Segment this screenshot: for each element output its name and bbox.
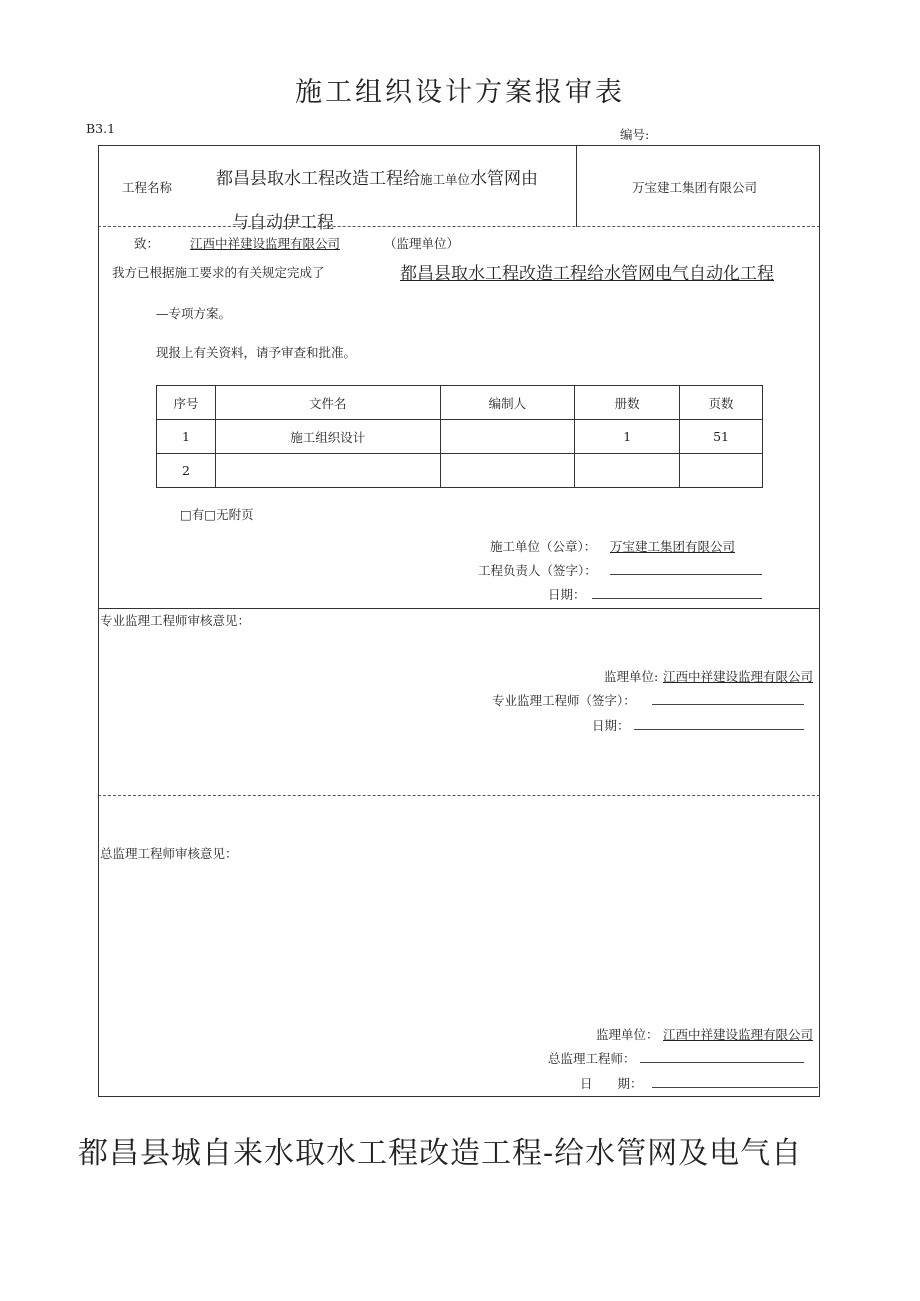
table-cell [680,454,763,488]
table-cell: 施工组织设计 [215,420,440,454]
section-divider-1 [98,608,820,609]
header-cell: 册数 [575,386,680,420]
number-label: 编号: [620,127,650,142]
supervisor-unit-value: 江西中祥建设监理有限公司 [663,669,814,684]
header-cell: 序号 [157,386,216,420]
manager-label: 工程负责人（签字）： [478,563,597,578]
chief-unit-label: 监理单位： [596,1027,659,1042]
table-cell: 51 [680,420,763,454]
table-cell: 1 [157,420,216,454]
project-name-value [216,164,538,189]
completed-project: 都昌县取水工程改造工程给水管网电气自动化工程 [400,264,774,284]
table-cell [575,454,680,488]
project-name-label: 工程名称 [122,180,173,195]
footer-heading: 都昌县城自来水取水工程改造工程-给水管网及电气自 [78,1136,803,1171]
page-title: 施工组织设计方案报审表 [295,77,625,108]
supervisor-opinion-label: 专业监理工程师审核意见： [100,613,251,628]
contractor-unit-label: 施工单位（公章）： [490,539,597,554]
chief-date-line[interactable] [652,1087,818,1088]
project-name-part2: 水管网由 [470,169,539,189]
project-name-part1: 都昌县取水工程改造工程给 [216,169,420,189]
files-table [156,385,763,488]
plan-text: —专项方案。 [156,306,232,321]
supervisor-date-label: 日期： [592,718,630,733]
contractor-date-label: 日期： [548,587,586,602]
header-cell: 页数 [680,386,763,420]
header-divider [98,226,820,227]
contractor-date-line[interactable] [592,598,762,599]
section-divider-2 [98,795,820,796]
chief-date-label: 日 期： [580,1076,643,1091]
header-cell: 编制人 [440,386,575,420]
table-cell: 2 [157,454,216,488]
chief-opinion-label: 总监理工程师审核意见： [100,846,238,861]
table-row [157,454,763,488]
chief-engineer-label: 总监理工程师： [548,1051,636,1066]
table-row [157,420,763,454]
header-vdivider [576,145,577,227]
submit-text: 现报上有关资料，请予审查和批准。 [156,345,357,360]
to-value: 江西中祥建设监理有限公司 [190,236,341,251]
project-name-part3: 与自动伊工程 [232,213,334,233]
to-label: 致： [134,236,160,251]
header-cell: 文件名 [215,386,440,420]
chief-unit-value: 江西中祥建设监理有限公司 [663,1027,814,1042]
table-cell [215,454,440,488]
contractor-value: 万宝建工集团有限公司 [632,180,758,195]
table-cell: 1 [575,420,680,454]
chief-signature-line[interactable] [640,1062,804,1063]
manager-signature-line[interactable] [610,574,762,575]
table-cell [440,454,575,488]
supervisor-unit-label: 监理单位: [604,669,659,684]
form-code: B3.1 [86,121,116,136]
supervisor-signature-line[interactable] [652,704,804,705]
supervisor-date-line[interactable] [634,729,804,730]
table-header-row [157,386,763,420]
contractor-unit-value: 万宝建工集团有限公司 [610,539,736,554]
supervisor-engineer-label: 专业监理工程师（签字）： [492,693,636,708]
table-cell [440,420,575,454]
contractor-label-inline: 施工单位 [420,172,471,187]
attachment-checkboxes[interactable]: □有□无附页 [180,507,254,522]
completed-text: 我方已根据施工要求的有关规定完成了 [112,265,325,280]
to-suffix: （监理单位） [384,236,460,251]
